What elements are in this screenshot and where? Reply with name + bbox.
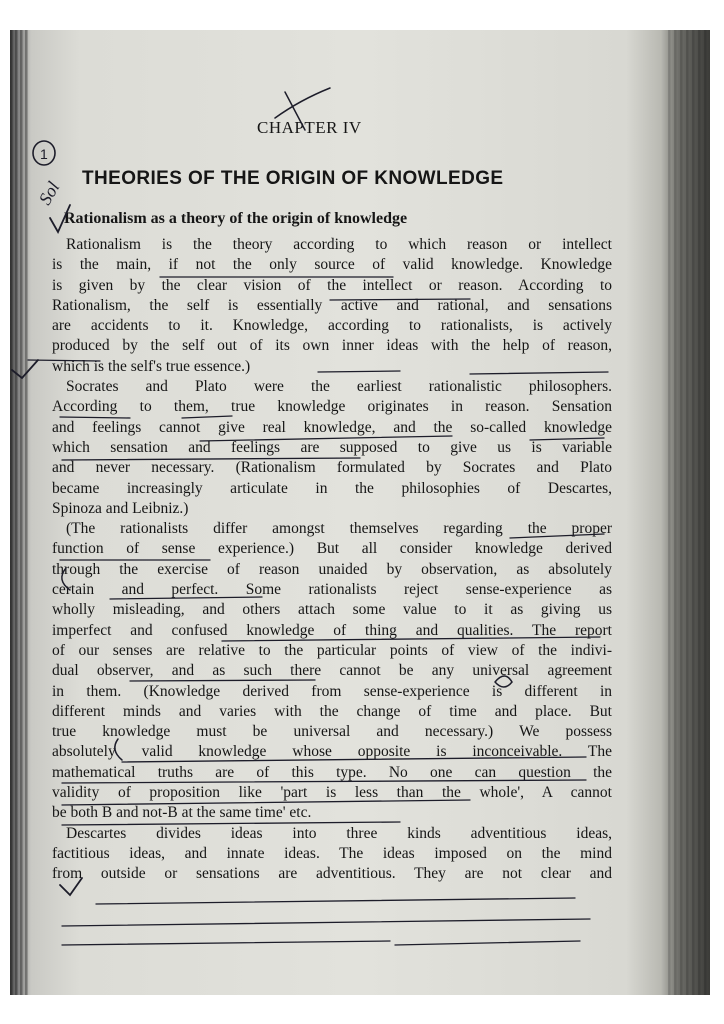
text-line: certain and perfect. Some rationalists reject sense-experience as (52, 581, 612, 599)
text-line: (The rationalists differ amongst themselves regarding the proper (66, 520, 612, 538)
circled-number-label: 1 (40, 146, 48, 162)
text-line: function of sense experience.) But all consider knowledge derived (52, 540, 612, 558)
section-heading: Rationalism as a theory of the origin of knowledge (64, 210, 408, 227)
text-line: Socrates and Plato were the earliest rationalistic philosophers. (66, 378, 612, 396)
text-line: in them. (Knowledge derived from sense-experience is different in (52, 682, 612, 700)
text-line: absolutely valid knowledge whose opposite is inconceivable. The (52, 743, 612, 761)
text-line: According to them, true knowledge originates in reason. Sensation (52, 398, 612, 416)
text-line: which is the self's true essence.) (52, 357, 251, 375)
text-line: wholly misleading, and others attach some value to it as giving us (52, 601, 612, 619)
text-line: which sensation and feelings are supposed to give us is variable (52, 438, 612, 456)
left-binding-edge (10, 30, 28, 995)
text-line: factitious ideas, and innate ideas. The ideas imposed on the mind (52, 844, 612, 862)
text-line: and never necessary. (Rationalism formulated by Socrates and Plato (52, 459, 612, 477)
book-page (52, 100, 612, 980)
text-line: mathematical truths are of this type. No one can question the (52, 763, 612, 781)
text-line: and feelings cannot give real knowledge, and the so-called knowledge (52, 418, 612, 436)
text-line: Rationalism, the self is essentially active and rational, and sensations (52, 296, 612, 314)
text-line: is given by the clear vision of the intellect or reason. According to (52, 276, 612, 294)
chapter-title: THEORIES OF THE ORIGIN OF KNOWLEDGE (82, 168, 504, 189)
text-line: of our senses are relative to the particular points of view of the indivi- (52, 641, 612, 659)
text-line: Spinoza and Leibniz.) (52, 499, 189, 517)
body-text (52, 235, 612, 885)
text-line: Descartes divides ideas into three kinds adventitious ideas, (66, 824, 612, 842)
text-line: true knowledge must be universal and necessary.) We possess (52, 723, 612, 741)
chapter-heading: CHAPTER IV (257, 118, 362, 137)
text-line: is the main, if not the only source of valid knowledge. Knowledge (52, 256, 612, 274)
text-line: are accidents to it. Knowledge, according to rationalists, is actively (52, 317, 612, 335)
text-line: be both B and not-B at the same time' etc. (52, 804, 312, 822)
text-line: produced by the self out of its own inner ideas with the help of reason, (52, 337, 612, 355)
text-line: from outside or sensations are adventitious. They are not clear and (52, 865, 612, 883)
margin-note: Sol (34, 178, 64, 209)
text-line: validity of proposition like 'part is less than the whole', A cannot (52, 784, 612, 802)
right-spine-shadow (668, 30, 710, 995)
text-line: Rationalism is the theory according to which reason or intellect (66, 236, 612, 253)
text-line: dual observer, and as such there cannot be any universal agreement (52, 662, 612, 680)
text-line: imperfect and confused knowledge of thing and qualities. The report (52, 621, 612, 639)
text-line: became increasingly articulate in the philosophies of Descartes, (52, 479, 612, 497)
text-line: through the exercise of reason unaided by observation, as absolutely (52, 560, 612, 578)
text-line: different minds and varies with the change of time and place. But (52, 702, 612, 720)
